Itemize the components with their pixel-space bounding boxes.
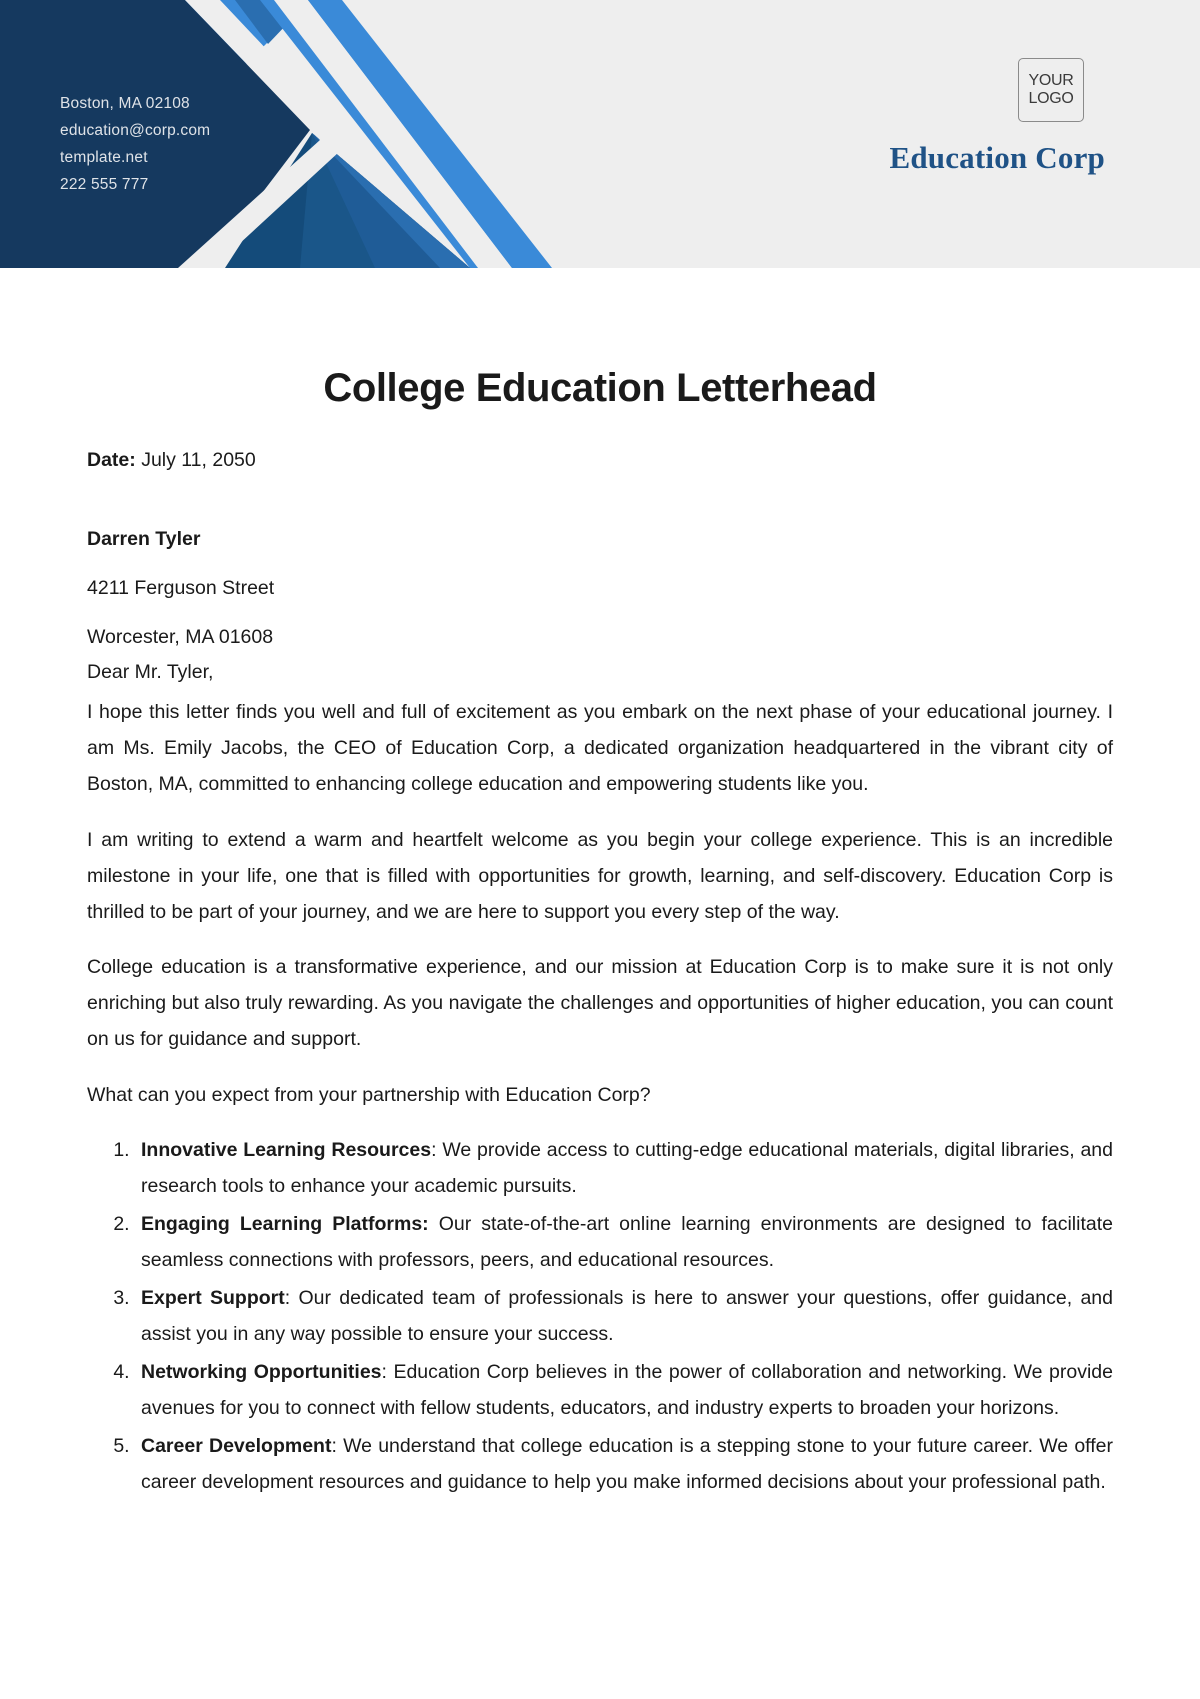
contact-phone: 222 555 777 [60, 176, 149, 193]
benefit-separator: : [284, 1287, 299, 1309]
date-label: Date: [87, 449, 136, 471]
header-contact-block [60, 90, 210, 198]
recipient-city: Worcester, MA 01608 [87, 626, 274, 648]
logo-text-line-2: LOGO [1028, 90, 1074, 107]
list-item [135, 1206, 1113, 1278]
list-item [135, 1280, 1113, 1352]
logo-text-line-1: YOUR [1028, 72, 1074, 89]
benefit-text: Our dedicated team of professionals is here to answer your questions, offer guidance, and assist you in any way possible to ensure your success. [141, 1287, 1113, 1345]
benefit-text: Education Corp believes in the power of collaboration and networking. We provide avenues for you to connect with fellow students, educators, and industry experts to broaden your horizons. [141, 1361, 1113, 1419]
list-item [135, 1132, 1113, 1204]
list-intro: What can you expect from your partnership with Education Corp? [87, 1083, 651, 1106]
contact-email: education@corp.com [60, 122, 211, 139]
page-title: College Education Letterhead [323, 366, 877, 410]
benefit-separator: : [431, 1139, 443, 1161]
benefit-text: We understand that college education is a stepping stone to your future career. We offer career development resources and guidance to help you make informed decisions about your professional path. [141, 1435, 1113, 1493]
body-paragraph-3: College education is a transformative experience, and our mission at Education Corp is to make sure it is not only enriching but also truly rewarding. As you navigate the challenges and opportunities of higher education, you can count on us for guidance and support. [87, 956, 1113, 1050]
benefit-separator: : [381, 1361, 394, 1383]
contact-website: template.net [60, 149, 148, 166]
benefit-term: Engaging Learning Platforms: [141, 1213, 429, 1235]
salutation: Dear Mr. Tyler, [87, 661, 214, 683]
benefits-list [87, 1132, 1113, 1500]
benefit-text: Our state-of-the-art online learning environments are designed to facilitate seamless connections with professors, peers, and educational resources. [141, 1213, 1113, 1271]
list-item [135, 1354, 1113, 1426]
benefit-term: Innovative Learning Resources [141, 1139, 432, 1161]
benefit-term: Networking Opportunities [141, 1361, 382, 1383]
body-paragraph-1: I hope this letter finds you well and full of excitement as you embark on the next phase of your educational journey. I am Ms. Emily Jacobs, the CEO of Education Corp, a dedicated organization headquartered in the vibrant city of Boston, MA, committed to enhancing college education and empowering students like you. [87, 701, 1113, 795]
body-paragraph-2: I am writing to extend a warm and heartfelt welcome as you begin your college experience. This is an incredible milestone in your life, one that is filled with opportunities for growth, learning, and self-discovery. Education Corp is thrilled to be part of your journey, and we are here to support you every step of the way. [87, 828, 1113, 923]
benefit-text: We provide access to cutting-edge educational materials, digital libraries, and research tools to enhance your academic pursuits. [141, 1139, 1113, 1197]
list-item [135, 1428, 1113, 1500]
benefit-separator: : [331, 1435, 344, 1457]
date-value: July 11, 2050 [141, 449, 256, 471]
contact-address: Boston, MA 02108 [60, 95, 190, 112]
letterhead-header [0, 0, 1200, 268]
date-line [87, 449, 1113, 472]
recipient-name: Darren Tyler [87, 528, 201, 550]
benefit-term: Career Development [141, 1435, 332, 1457]
logo-placeholder-box [1018, 58, 1084, 122]
benefit-separator [429, 1213, 439, 1235]
letter-body [0, 366, 1200, 1500]
recipient-street: 4211 Ferguson Street [87, 577, 275, 599]
company-name: Education Corp [889, 140, 1105, 175]
benefit-term: Expert Support [141, 1287, 285, 1309]
